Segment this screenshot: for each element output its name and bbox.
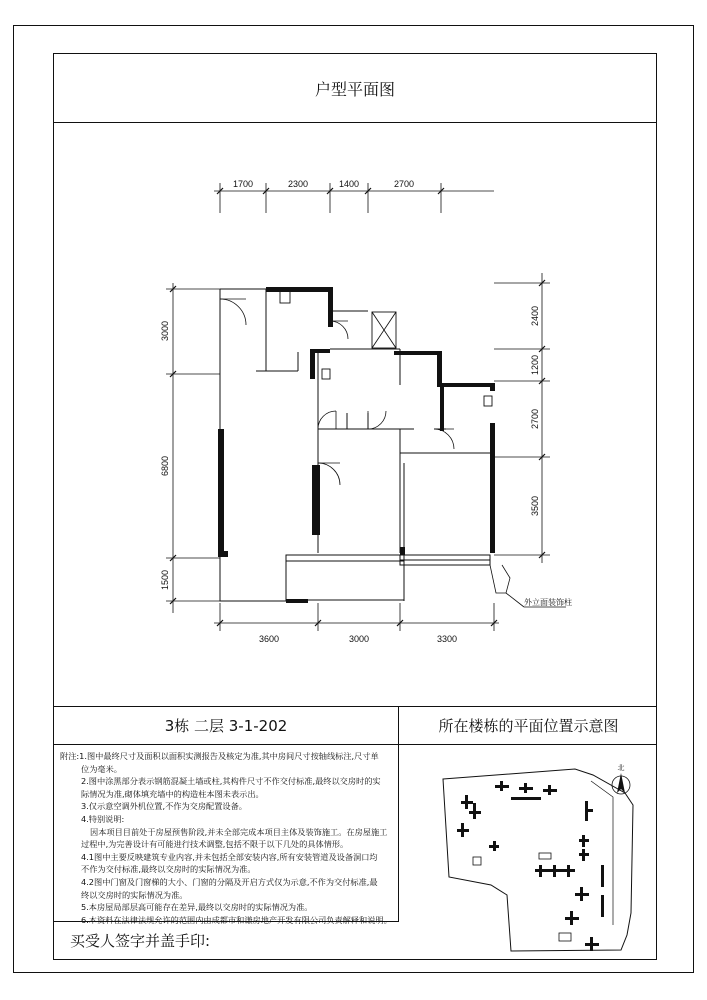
floor-plan-drawing <box>54 123 656 705</box>
location-title-label: 所在楼栋的平面位置示意图 <box>438 717 619 735</box>
dim-bottom-3: 3300 <box>436 634 458 644</box>
dim-top-2: 2300 <box>287 179 309 189</box>
dim-top-3: 1400 <box>338 179 360 189</box>
unit-number-label: 3栋 二层 3-1-202 <box>164 717 288 735</box>
note-line: 3.仅示意空调外机位置,不作为交房配置设备。 <box>81 801 247 812</box>
note-line: 过程中,为完善设计有可能进行技术调整,包括不限于以下几处的具体情形。 <box>81 839 349 850</box>
note-line: 因本项目目前处于房屋预售阶段,并未全部完成本项目主体及装饰施工。在房屋施工 <box>90 826 388 837</box>
minor-buildings <box>473 853 571 941</box>
dim-right-4: 3500 <box>530 495 540 517</box>
dim-left-3: 1500 <box>160 569 170 591</box>
site-map-drawing <box>399 745 658 959</box>
unit-number <box>54 707 399 744</box>
signature-label: 买受人签字并盖手印: <box>70 932 211 950</box>
note-line: 位为毫米。 <box>81 763 122 774</box>
note-line: 6.本资料在法律法规允许的范围内由成都市和谦房地产开发有限公司负责解释和说明。 <box>81 914 392 925</box>
note-line: 5.本房屋局部层高可能存在差异,最终以交房时的实际情况为准。 <box>81 902 313 913</box>
note-line: 终以交房时的实际情况为准。 <box>81 889 188 900</box>
floor-plan-area <box>54 123 656 707</box>
note-line: 附注:1.图中最终尺寸及面积以面积实测报告及核定为准,其中房间尺寸按轴线标注,尺寸单 <box>60 751 379 761</box>
dim-right-2: 1200 <box>530 354 540 376</box>
dim-top-4: 2700 <box>393 179 415 189</box>
dimension-lines <box>166 183 550 631</box>
facade-column-label: 外立面装饰柱 <box>524 598 572 607</box>
note-line: 不作为交付标准,最终以交房时的实际情况为准。 <box>81 864 256 875</box>
dim-left-1: 3000 <box>160 320 170 342</box>
note-line: 际情况为准,砌体填充墙中的构造柱本图未表示出。 <box>81 788 264 799</box>
north-label: 北 <box>617 764 625 772</box>
note-line: 4.1图中主要反映建筑专业内容,并未包括全部安装内容,所有安装管道及设备洞口均 <box>81 851 378 862</box>
buildings <box>457 781 604 951</box>
signature-area <box>54 922 399 959</box>
site-map <box>399 745 658 959</box>
note-line: 4.特别说明: <box>81 813 125 824</box>
dim-bottom-1: 3600 <box>258 634 280 644</box>
dim-top-1: 1700 <box>232 179 254 189</box>
note-line: 2.图中涂黑部分表示钢筋混凝土墙或柱,其构件尺寸不作交付标准,最终以交房时的实 <box>81 776 381 787</box>
sheet-title-row <box>54 54 656 123</box>
partition-walls <box>220 289 494 601</box>
notes-block <box>54 745 399 925</box>
sheet-title: 户型平面图 <box>314 79 395 99</box>
door-swings <box>220 299 454 485</box>
dim-right-3: 2700 <box>530 408 540 430</box>
note-line: 4.2图中门窗及门窗梯的大小、门窗的分隔及开启方式仅为示意,不作为交付标准,最 <box>81 876 378 887</box>
dim-bottom-2: 3000 <box>348 634 370 644</box>
drawing-sheet <box>53 53 657 960</box>
site-boundary <box>443 769 633 951</box>
info-row <box>54 707 656 745</box>
dim-right-1: 2400 <box>530 305 540 327</box>
location-title <box>399 707 658 744</box>
dim-left-2: 6800 <box>160 455 170 477</box>
